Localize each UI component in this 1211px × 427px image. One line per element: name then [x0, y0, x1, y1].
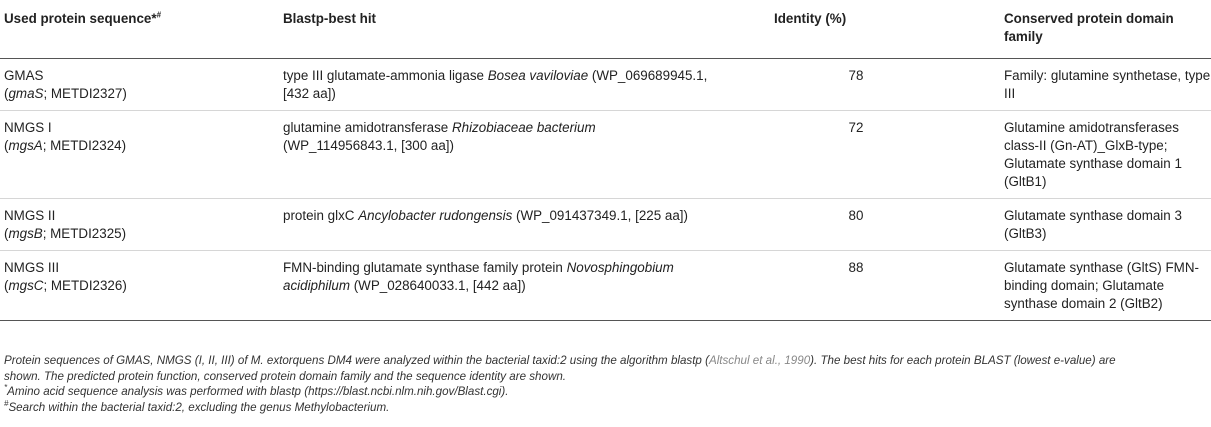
cell-hit: protein glxC Ancylobacter rudongensis (WP_091437349.1, [225 aa]) — [283, 208, 688, 223]
cell-protein: NMGS III (mgsC; METDI2326) — [4, 260, 127, 293]
cell-identity: 88 — [848, 260, 864, 275]
cell-identity: 72 — [848, 120, 864, 135]
cell-protein: NMGS I (mgsA; METDI2324) — [4, 120, 127, 153]
cell-hit: type III glutamate-ammonia ligase Bosea vaviloviae (WP_069689945.1, [432 aa]) — [283, 68, 708, 101]
cell-identity: 78 — [848, 68, 864, 83]
cell-identity: 80 — [848, 208, 864, 223]
header-sup-hash: # — [156, 10, 162, 20]
cell-hit: FMN-binding glutamate synthase family protein Novosphingobium acidiphilum (WP_028640033.1, [442 aa]) — [283, 260, 674, 293]
footnote-hash: #Search within the bacterial taxid:2, excluding the genus Methylobacterium. — [4, 398, 390, 414]
cell-domain: Glutamine amidotransferases class-II (Gn-AT)_GlxB-type; Glutamate synthase domain 1 (GltB1) — [1004, 120, 1182, 189]
table-row — [0, 59, 1211, 111]
table-row — [0, 251, 1211, 321]
cell-domain: Glutamate synthase (GltS) FMN-binding domain; Glutamate synthase domain 2 (GltB2) — [1004, 260, 1199, 311]
header-identity: Identity (%) — [774, 11, 847, 26]
table-row — [0, 199, 1211, 251]
table-header-row — [0, 0, 1211, 59]
cell-domain: Family: glutamine synthetase, type III — [1004, 68, 1211, 101]
header-domain-family: Conserved protein domain family — [1004, 11, 1174, 44]
table-row — [0, 111, 1211, 199]
citation-link[interactable]: Altschul et al., 1990 — [708, 354, 811, 367]
cell-domain: Glutamate synthase domain 3 (GltB3) — [1004, 208, 1182, 241]
header-used-protein: Used protein sequence*# — [4, 10, 162, 26]
header-blastp-hit: Blastp-best hit — [283, 11, 376, 26]
footnote-star: *Amino acid sequence analysis was performed with blastp (https://blast.ncbi.nlm.nih.gov/Blast.cgi). — [4, 383, 509, 398]
cell-hit: glutamine amidotransferase Rhizobiaceae bacterium (WP_114956843.1, [300 aa]) — [283, 120, 596, 153]
table-footnotes — [4, 353, 1139, 415]
cell-protein: GMAS (gmaS; METDI2327) — [4, 68, 127, 101]
cell-protein: NMGS II (mgsB; METDI2325) — [4, 208, 127, 241]
footnote-main: Protein sequences of GMAS, NMGS (I, II, III) of M. extorquens DM4 were analyzed within the bacterial taxid:2 using the algorithm blastp (Altschul et al., 1990). The best hits for each protein BLAST (lowest e-value) are shown. The predicted protein function, conserved protein domain family and the sequence identity are shown. — [4, 354, 1116, 383]
